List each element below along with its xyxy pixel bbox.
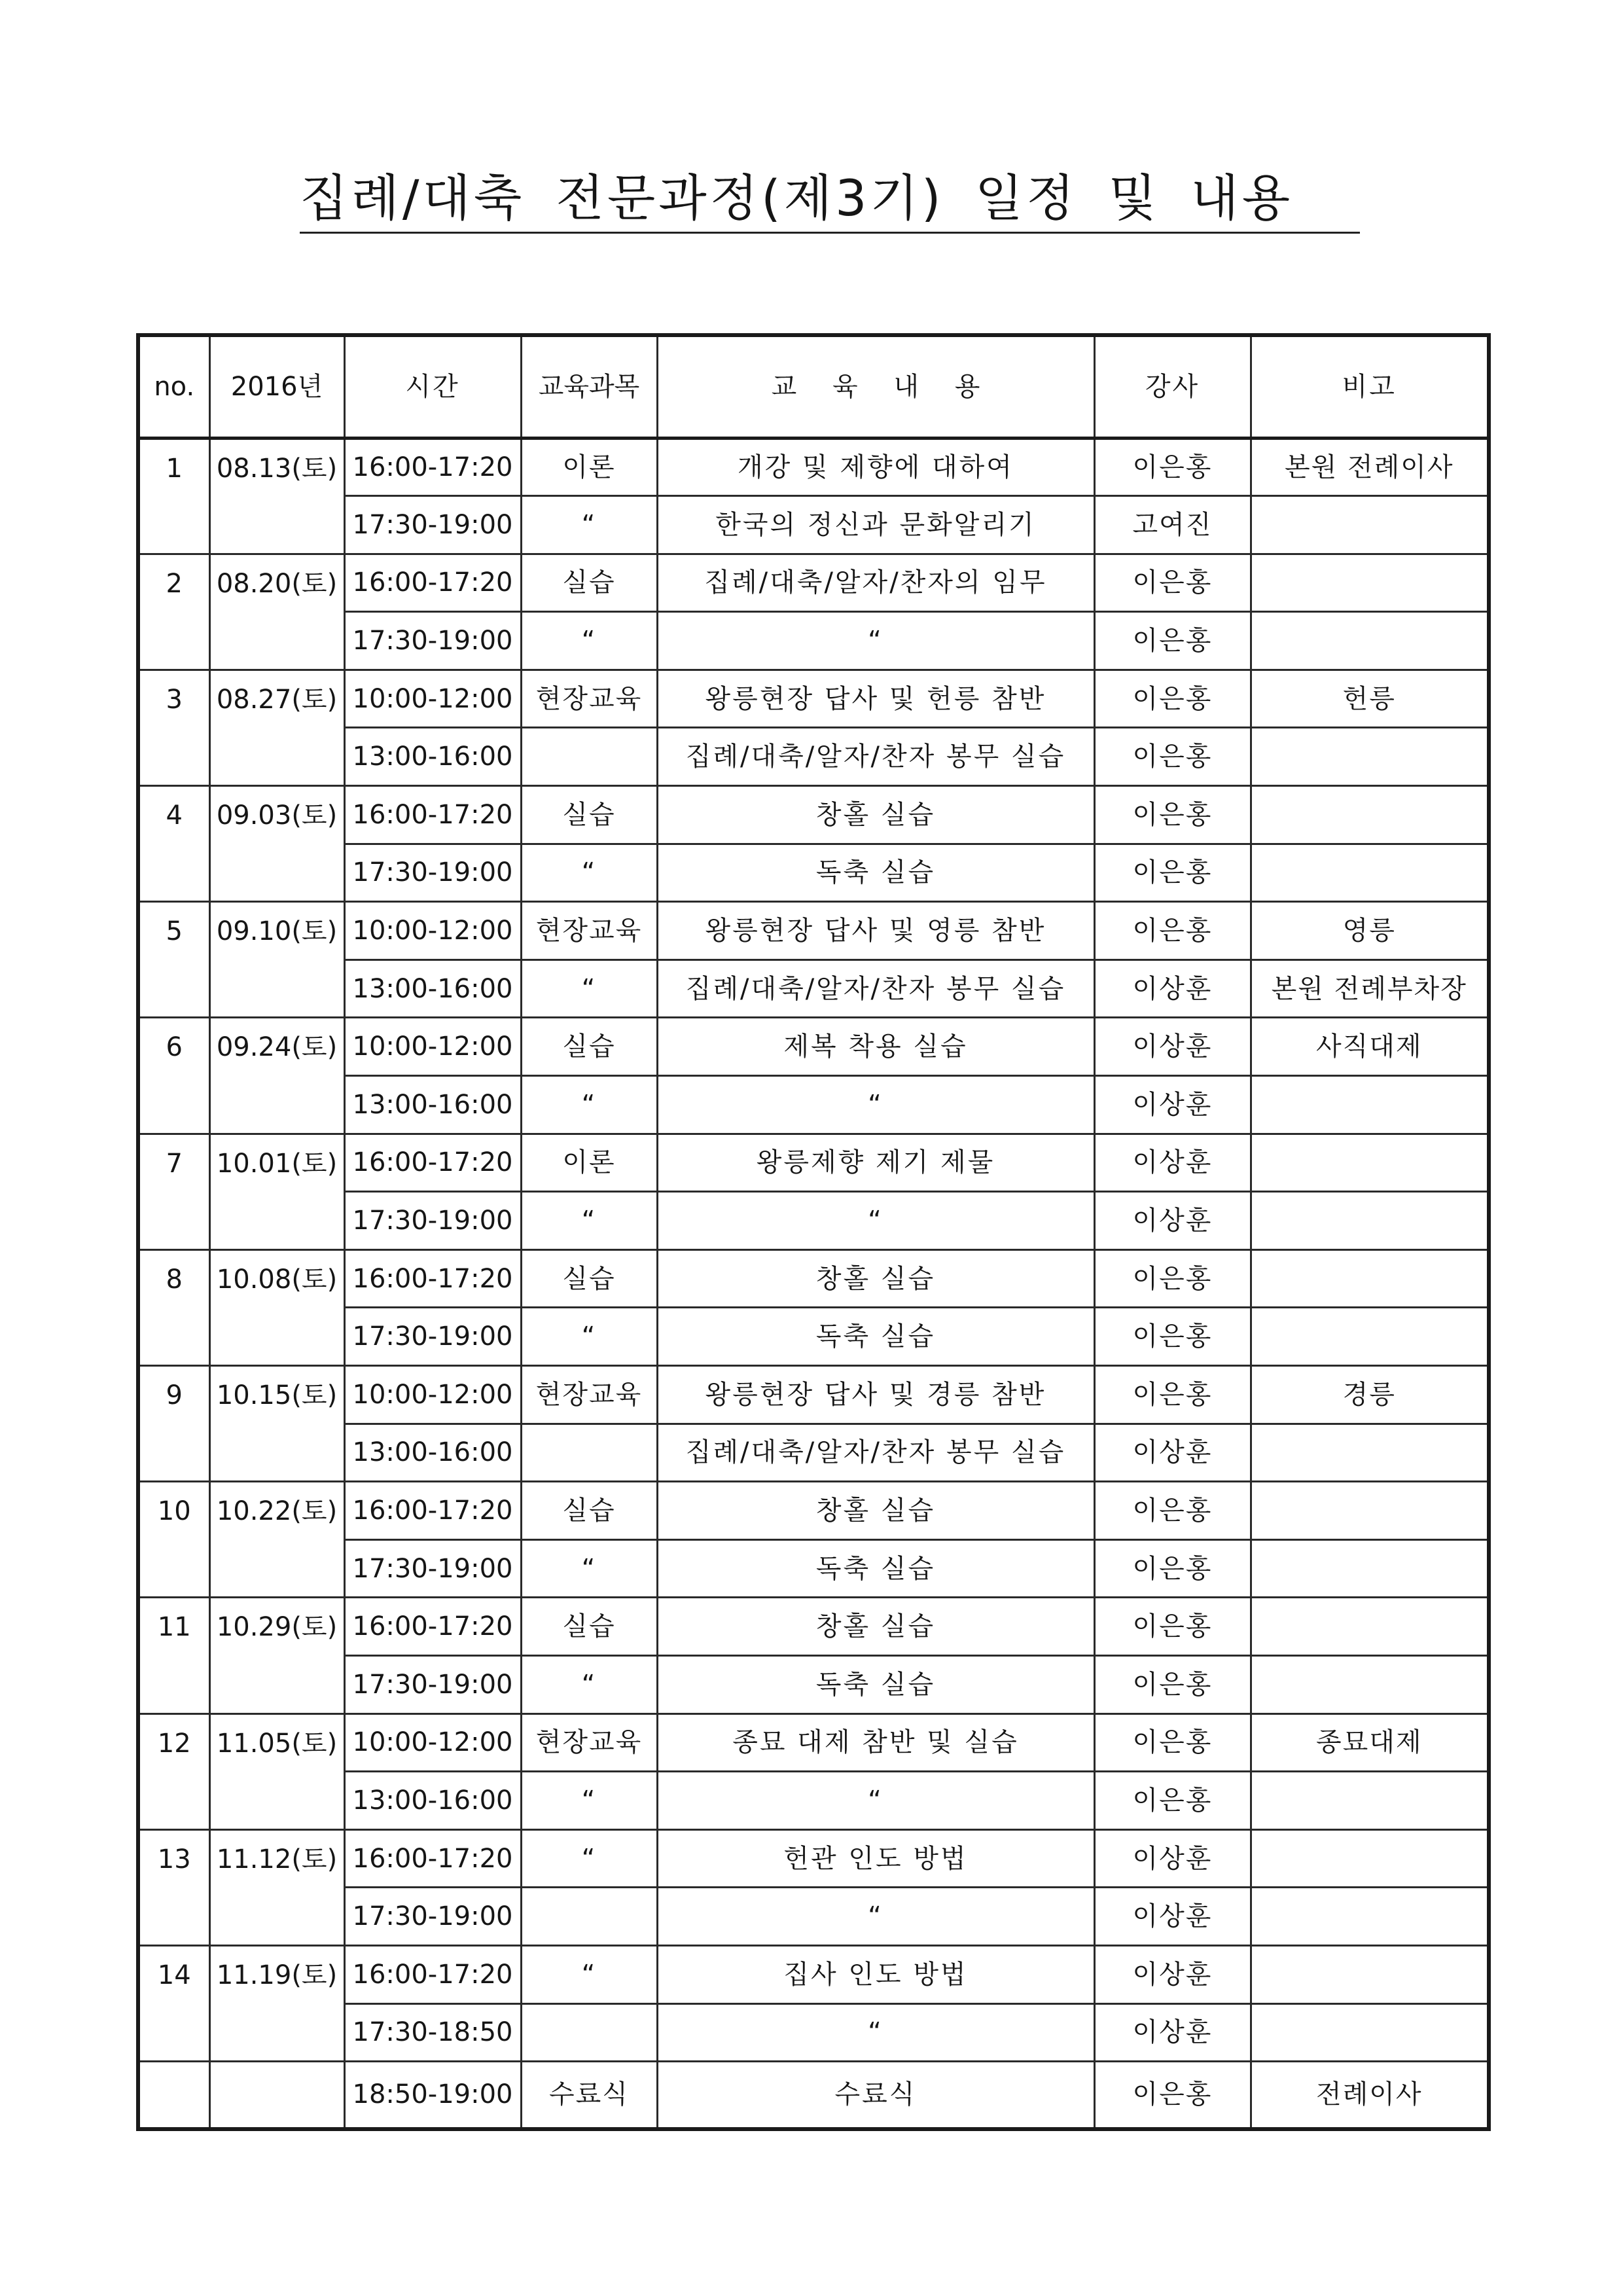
session-subject: “	[521, 960, 657, 1018]
session-content: 왕릉현장 답사 및 영릉 참반	[657, 902, 1094, 960]
session-instructor: 이은홍	[1094, 1308, 1251, 1366]
session-time: 16:00-17:20	[344, 554, 521, 612]
session-content: 독축 실습	[657, 1655, 1094, 1713]
session-date: 10.22(토)	[209, 1482, 344, 1598]
session-time: 16:00-17:20	[344, 1134, 521, 1192]
session-date: 09.03(토)	[209, 786, 344, 902]
session-instructor: 이은홍	[1094, 902, 1251, 960]
session-date: 10.29(토)	[209, 1598, 344, 1713]
schedule-row	[138, 1945, 1489, 2003]
session-number: 7	[138, 1134, 209, 1249]
session-number: 13	[138, 1829, 209, 1945]
session-note	[1251, 1134, 1489, 1192]
session-instructor: 이은홍	[1094, 438, 1251, 496]
schedule-row	[138, 1018, 1489, 1076]
session-note: 헌릉	[1251, 670, 1489, 728]
session-content: 집사 인도 방법	[657, 1945, 1094, 2003]
session-time: 16:00-17:20	[344, 1249, 521, 1308]
session-note	[1251, 1655, 1489, 1713]
empty-date-cell	[209, 2062, 344, 2129]
column-header-subject: 교육과목	[521, 335, 657, 438]
column-header-year: 2016년	[209, 335, 344, 438]
closing-subject: 수료식	[521, 2062, 657, 2129]
session-note	[1251, 1482, 1489, 1540]
session-date: 08.27(토)	[209, 670, 344, 785]
session-note: 경릉	[1251, 1366, 1489, 1424]
session-subject: “	[521, 496, 657, 554]
session-instructor: 이은홍	[1094, 728, 1251, 786]
session-note	[1251, 1829, 1489, 1888]
schedule-table	[136, 333, 1491, 2131]
session-instructor: 이상훈	[1094, 2003, 1251, 2062]
schedule-row	[138, 902, 1489, 960]
session-number: 11	[138, 1598, 209, 1713]
session-time: 13:00-16:00	[344, 1076, 521, 1134]
session-time: 16:00-17:20	[344, 1829, 521, 1888]
schedule-row	[138, 670, 1489, 728]
session-time: 16:00-17:20	[344, 1482, 521, 1540]
schedule-row	[138, 554, 1489, 612]
closing-row	[138, 2062, 1489, 2129]
session-number: 14	[138, 1945, 209, 2061]
session-instructor: 이상훈	[1094, 1829, 1251, 1888]
session-subject	[521, 2003, 657, 2062]
session-time: 16:00-17:20	[344, 786, 521, 844]
session-time: 16:00-17:20	[344, 1598, 521, 1656]
session-content: 한국의 정신과 문화알리기	[657, 496, 1094, 554]
session-subject: 실습	[521, 1482, 657, 1540]
session-number: 2	[138, 554, 209, 670]
closing-instructor: 이은홍	[1094, 2062, 1251, 2129]
session-number: 1	[138, 438, 209, 554]
session-time: 10:00-12:00	[344, 670, 521, 728]
session-subject	[521, 1424, 657, 1482]
session-note: 본원 전례이사	[1251, 438, 1489, 496]
session-note	[1251, 1249, 1489, 1308]
session-content: 집례/대축/알자/찬자 봉무 실습	[657, 728, 1094, 786]
session-subject: 이론	[521, 438, 657, 496]
session-note: 본원 전례부차장	[1251, 960, 1489, 1018]
session-date: 10.08(토)	[209, 1249, 344, 1365]
schedule-row	[138, 1366, 1489, 1424]
session-date: 11.12(토)	[209, 1829, 344, 1945]
schedule-row	[138, 1598, 1489, 1656]
session-instructor: 이상훈	[1094, 1018, 1251, 1076]
session-subject: 현장교육	[521, 1713, 657, 1772]
session-date: 11.19(토)	[209, 1945, 344, 2061]
session-subject: “	[521, 1308, 657, 1366]
session-content: 독축 실습	[657, 1539, 1094, 1598]
session-number: 3	[138, 670, 209, 785]
schedule-row	[138, 1249, 1489, 1308]
session-time: 17:30-19:00	[344, 1192, 521, 1250]
column-header-content: 교 육 내 용	[657, 335, 1094, 438]
session-note	[1251, 1598, 1489, 1656]
session-instructor: 이상훈	[1094, 1076, 1251, 1134]
session-note	[1251, 1539, 1489, 1598]
session-subject: “	[521, 1076, 657, 1134]
session-content: “	[657, 1192, 1094, 1250]
session-number: 9	[138, 1366, 209, 1482]
session-content: “	[657, 2003, 1094, 2062]
session-content: 독축 실습	[657, 1308, 1094, 1366]
session-note	[1251, 728, 1489, 786]
session-instructor: 이상훈	[1094, 1424, 1251, 1482]
session-content: “	[657, 612, 1094, 670]
session-content: 창홀 실습	[657, 1482, 1094, 1540]
session-time: 17:30-19:00	[344, 1539, 521, 1598]
session-content: 독축 실습	[657, 844, 1094, 902]
schedule-row	[138, 1829, 1489, 1888]
session-subject: “	[521, 1539, 657, 1598]
session-note	[1251, 2003, 1489, 2062]
empty-number-cell	[138, 2062, 209, 2129]
column-header-note: 비고	[1251, 335, 1489, 438]
session-subject: “	[521, 1655, 657, 1713]
session-instructor: 이은홍	[1094, 1713, 1251, 1772]
session-instructor: 이은홍	[1094, 1249, 1251, 1308]
session-subject: 실습	[521, 554, 657, 612]
session-note	[1251, 1888, 1489, 1946]
session-time: 13:00-16:00	[344, 1424, 521, 1482]
session-time: 16:00-17:20	[344, 438, 521, 496]
session-instructor: 이은홍	[1094, 1482, 1251, 1540]
session-note	[1251, 612, 1489, 670]
session-note	[1251, 844, 1489, 902]
session-content: 집례/대축/알자/찬자의 임무	[657, 554, 1094, 612]
session-time: 10:00-12:00	[344, 1366, 521, 1424]
session-number: 4	[138, 786, 209, 902]
session-instructor: 이은홍	[1094, 554, 1251, 612]
session-content: 종묘 대제 참반 및 실습	[657, 1713, 1094, 1772]
session-subject: “	[521, 1772, 657, 1830]
session-content: “	[657, 1076, 1094, 1134]
session-content: 헌관 인도 방법	[657, 1829, 1094, 1888]
session-instructor: 이은홍	[1094, 670, 1251, 728]
session-time: 13:00-16:00	[344, 960, 521, 1018]
schedule-row	[138, 1713, 1489, 1772]
session-note	[1251, 786, 1489, 844]
header-row	[138, 335, 1489, 438]
session-date: 10.01(토)	[209, 1134, 344, 1249]
session-number: 5	[138, 902, 209, 1018]
session-time: 10:00-12:00	[344, 1713, 521, 1772]
session-subject: “	[521, 1829, 657, 1888]
session-note: 영릉	[1251, 902, 1489, 960]
session-instructor: 이은홍	[1094, 1598, 1251, 1656]
session-content: “	[657, 1772, 1094, 1830]
session-content: 집례/대축/알자/찬자 봉무 실습	[657, 1424, 1094, 1482]
session-number: 6	[138, 1018, 209, 1134]
session-content: “	[657, 1888, 1094, 1946]
session-time: 13:00-16:00	[344, 728, 521, 786]
session-number: 10	[138, 1482, 209, 1598]
session-note: 종묘대제	[1251, 1713, 1489, 1772]
session-date: 08.13(토)	[209, 438, 344, 554]
session-subject: 이론	[521, 1134, 657, 1192]
schedule-row	[138, 1134, 1489, 1192]
session-content: 왕릉제향 제기 제물	[657, 1134, 1094, 1192]
session-date: 11.05(토)	[209, 1713, 344, 1829]
session-note	[1251, 554, 1489, 612]
closing-note: 전례이사	[1251, 2062, 1489, 2129]
session-date: 10.15(토)	[209, 1366, 344, 1482]
session-note	[1251, 1192, 1489, 1250]
session-time: 17:30-19:00	[344, 844, 521, 902]
session-time: 17:30-19:00	[344, 496, 521, 554]
session-content: 창홀 실습	[657, 786, 1094, 844]
document-title: 집례/대축 전문과정(제3기) 일정 및 내용	[300, 165, 1360, 234]
session-instructor: 이상훈	[1094, 1945, 1251, 2003]
session-date: 08.20(토)	[209, 554, 344, 670]
schedule-row	[138, 786, 1489, 844]
session-time: 17:30-19:00	[344, 612, 521, 670]
column-header-instructor: 강사	[1094, 335, 1251, 438]
session-time: 17:30-19:00	[344, 1308, 521, 1366]
session-note	[1251, 1308, 1489, 1366]
session-subject: 현장교육	[521, 902, 657, 960]
session-instructor: 이은홍	[1094, 844, 1251, 902]
session-note	[1251, 1424, 1489, 1482]
session-number: 12	[138, 1713, 209, 1829]
closing-time: 18:50-19:00	[344, 2062, 521, 2129]
session-subject: “	[521, 1945, 657, 2003]
session-subject	[521, 728, 657, 786]
session-subject: 실습	[521, 1018, 657, 1076]
session-content: 왕릉현장 답사 및 경릉 참반	[657, 1366, 1094, 1424]
column-header-no: no.	[138, 335, 209, 438]
closing-content: 수료식	[657, 2062, 1094, 2129]
session-instructor: 이은홍	[1094, 1539, 1251, 1598]
session-time: 16:00-17:20	[344, 1945, 521, 2003]
session-subject: “	[521, 844, 657, 902]
session-time: 17:30-18:50	[344, 2003, 521, 2062]
session-content: 제복 착용 실습	[657, 1018, 1094, 1076]
session-instructor: 이상훈	[1094, 1192, 1251, 1250]
session-subject: “	[521, 612, 657, 670]
session-subject	[521, 1888, 657, 1946]
session-date: 09.10(토)	[209, 902, 344, 1018]
session-note	[1251, 1772, 1489, 1830]
session-subject: 실습	[521, 786, 657, 844]
session-instructor: 이상훈	[1094, 1888, 1251, 1946]
session-content: 왕릉현장 답사 및 헌릉 참반	[657, 670, 1094, 728]
session-content: 집례/대축/알자/찬자 봉무 실습	[657, 960, 1094, 1018]
session-subject: “	[521, 1192, 657, 1250]
session-instructor: 이상훈	[1094, 1134, 1251, 1192]
schedule-row	[138, 1482, 1489, 1540]
session-instructor: 이은홍	[1094, 612, 1251, 670]
session-subject: 현장교육	[521, 1366, 657, 1424]
session-date: 09.24(토)	[209, 1018, 344, 1134]
session-time: 17:30-19:00	[344, 1655, 521, 1713]
session-number: 8	[138, 1249, 209, 1365]
session-content: 개강 및 제향에 대하여	[657, 438, 1094, 496]
session-instructor: 고여진	[1094, 496, 1251, 554]
session-instructor: 이은홍	[1094, 1366, 1251, 1424]
session-subject: 현장교육	[521, 670, 657, 728]
session-content: 창홀 실습	[657, 1249, 1094, 1308]
session-content: 창홀 실습	[657, 1598, 1094, 1656]
column-header-time: 시간	[344, 335, 521, 438]
session-time: 13:00-16:00	[344, 1772, 521, 1830]
session-time: 17:30-19:00	[344, 1888, 521, 1946]
session-time: 10:00-12:00	[344, 1018, 521, 1076]
session-note: 사직대제	[1251, 1018, 1489, 1076]
session-note	[1251, 496, 1489, 554]
session-instructor: 이상훈	[1094, 960, 1251, 1018]
session-instructor: 이은홍	[1094, 786, 1251, 844]
session-note	[1251, 1945, 1489, 2003]
session-note	[1251, 1076, 1489, 1134]
session-subject: 실습	[521, 1598, 657, 1656]
session-instructor: 이은홍	[1094, 1772, 1251, 1830]
session-instructor: 이은홍	[1094, 1655, 1251, 1713]
schedule-row	[138, 438, 1489, 496]
session-subject: 실습	[521, 1249, 657, 1308]
session-time: 10:00-12:00	[344, 902, 521, 960]
